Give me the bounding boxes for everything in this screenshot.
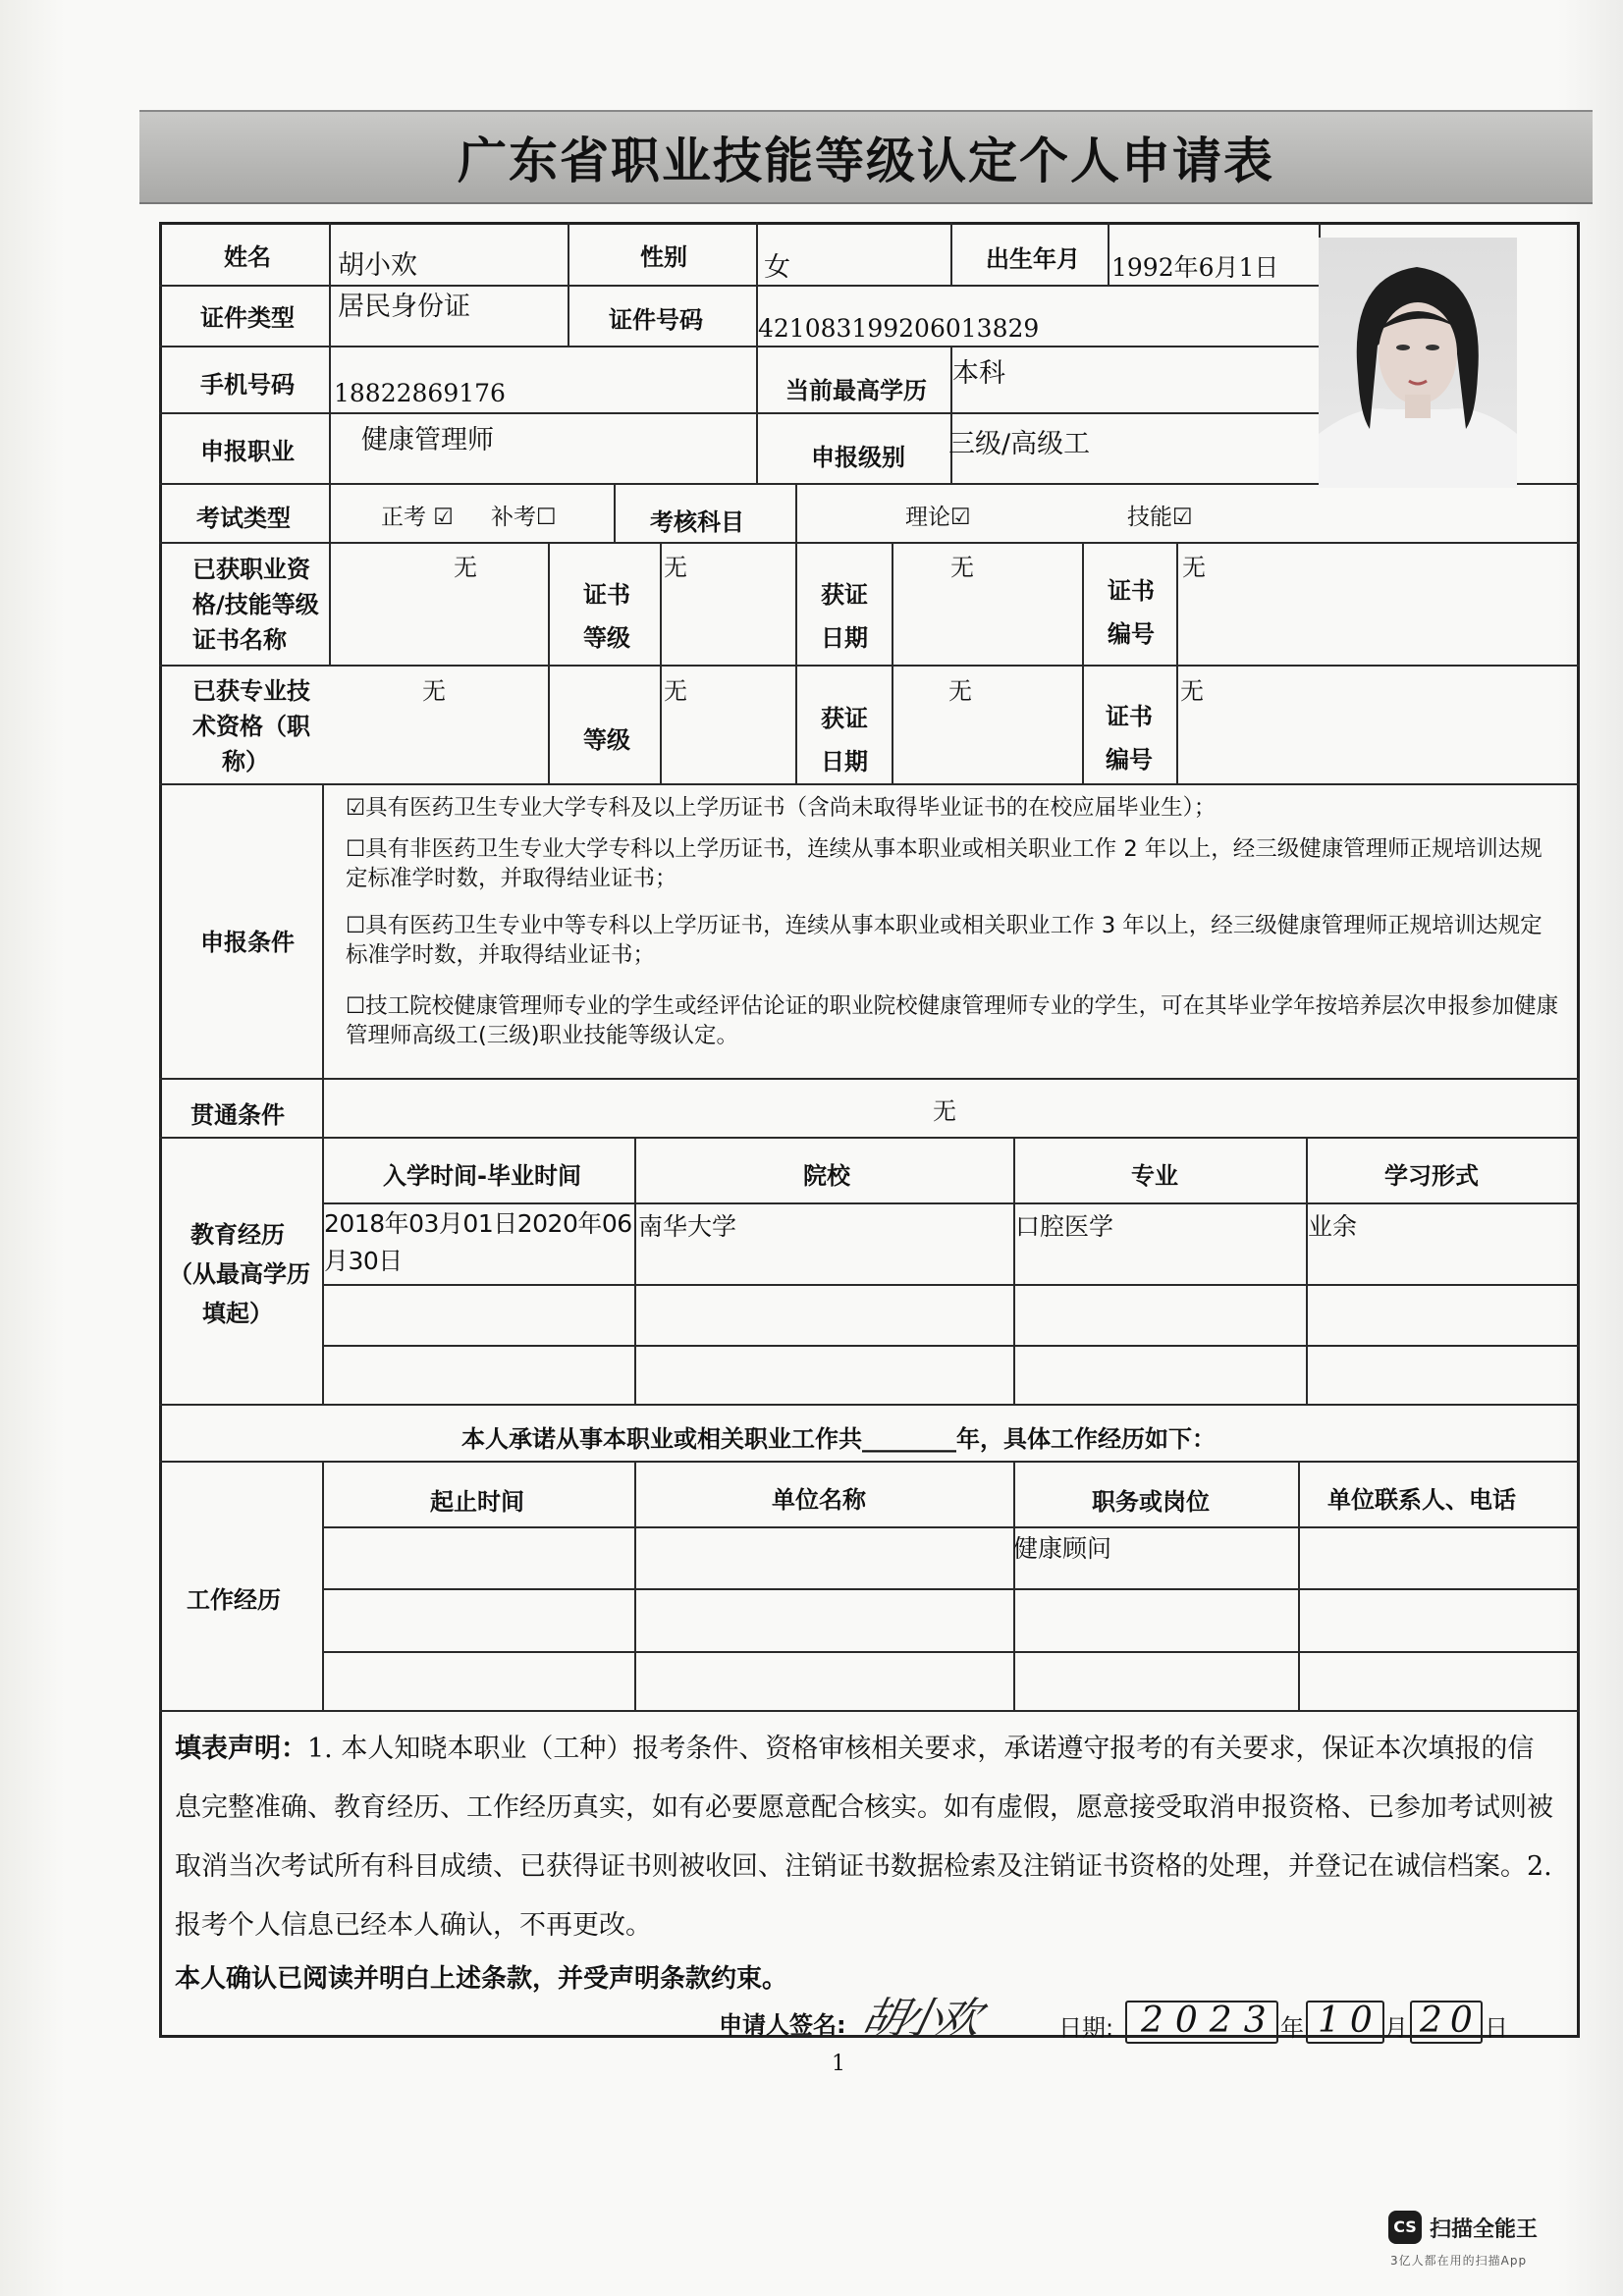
col-line — [322, 1461, 324, 1710]
value-cert-level: 无 — [664, 554, 687, 581]
label-title-level: 等级 — [583, 726, 630, 754]
work-header-period: 起止时间 — [430, 1488, 524, 1516]
row-line — [322, 1526, 1580, 1528]
row-line — [159, 1137, 1580, 1139]
work-row-1-position: 健康顾问 — [1013, 1534, 1112, 1563]
value-id-type: 居民身份证 — [338, 292, 470, 322]
label-cert-date: 获证 日期 — [821, 581, 868, 652]
value-title-level: 无 — [664, 677, 687, 705]
row-line — [159, 412, 1321, 414]
label-id-number: 证件号码 — [609, 306, 703, 334]
label-gender: 性别 — [640, 243, 687, 271]
scanner-logo-icon: CS — [1388, 2211, 1422, 2244]
row-line — [159, 346, 1321, 347]
col-line — [1108, 222, 1109, 285]
col-line — [322, 783, 324, 1078]
value-name: 胡小欢 — [338, 250, 417, 281]
date-year-char: 年 — [1280, 2014, 1304, 2042]
row-line — [159, 1404, 1580, 1406]
row-line — [322, 1345, 1580, 1347]
col-line — [1013, 1461, 1015, 1710]
value-level: 三级/高级工 — [948, 429, 1091, 459]
date-label: 日期: — [1058, 2014, 1114, 2042]
declaration-lead: 填表声明： — [175, 1734, 307, 1764]
label-education: 当前最高学历 — [785, 377, 927, 404]
row-line — [159, 542, 1580, 544]
label-cert-name: 已获职业资 格/技能等级 证书名称 — [192, 556, 319, 654]
date-month-value: 10 — [1318, 2001, 1382, 2041]
row-line — [322, 1588, 1580, 1590]
edu-header-mode: 学习形式 — [1384, 1162, 1479, 1190]
edu-row-1-period: 2018年03月01日2020年06月30日 — [324, 1209, 632, 1275]
date-year-value: 2023 — [1141, 2001, 1278, 2041]
work-header-company: 单位名称 — [772, 1486, 866, 1514]
col-line — [568, 285, 569, 346]
value-birth: 1992年6月1日 — [1111, 253, 1279, 282]
col-line — [950, 222, 952, 285]
col-line — [568, 222, 569, 285]
label-cert-no: 证书 编号 — [1108, 577, 1155, 648]
row-line — [322, 1202, 1580, 1204]
scanner-app-name: 扫描全能王 — [1430, 2217, 1539, 2242]
condition-item-4[interactable]: ☐技工院校健康管理师专业的学生或经评估论证的职业院校健康管理师专业的学生，可在其毕业学年按培养层次申报参加健康管理师高级工(三级)职业技能等级认定。 — [346, 993, 1559, 1048]
col-line — [795, 542, 797, 783]
value-title-date: 无 — [948, 677, 972, 705]
row-line — [322, 1651, 1580, 1653]
label-occupation: 申报职业 — [200, 438, 295, 465]
col-line — [1082, 542, 1084, 783]
date-day-box[interactable] — [1410, 2001, 1483, 2044]
row-line — [159, 665, 1580, 667]
label-through: 贯通条件 — [190, 1101, 285, 1129]
label-conditions: 申报条件 — [200, 929, 295, 956]
date-day-char: 日 — [1485, 2014, 1508, 2042]
col-line — [892, 542, 893, 783]
edu-row-1-mode: 业余 — [1308, 1212, 1358, 1241]
edu-header-school: 院校 — [803, 1162, 850, 1190]
label-name: 姓名 — [224, 243, 271, 271]
col-line — [756, 346, 758, 483]
label-title-name: 已获专业技 术资格（职 称） — [192, 677, 310, 775]
date-day-value: 20 — [1420, 2001, 1481, 2041]
page-number: 1 — [832, 2052, 845, 2076]
label-cert-level: 证书 等级 — [583, 581, 630, 652]
scanner-app-tagline: 3亿人都在用的扫描App — [1390, 2254, 1528, 2268]
label-title-date: 获证 日期 — [821, 705, 868, 775]
sign-label: 申请人签名: — [719, 2011, 846, 2039]
label-title-no: 证书 编号 — [1106, 703, 1153, 774]
col-line — [1176, 542, 1178, 783]
subject-skill-checkbox[interactable]: 技能☑ — [1127, 505, 1193, 530]
label-exam-subject: 考核科目 — [650, 508, 744, 536]
col-line — [329, 222, 331, 666]
declaration-text — [175, 1720, 1559, 1955]
row-line — [159, 1461, 1580, 1463]
declaration-body: 1. 本人知晓本职业（工种）报考条件、资格审核相关要求，承诺遵守报考的有关要求，保证本次填报的信息完整准确、教育经历、工作经历真实，如有必要愿意配合核实。如有虚假，愿意接受取消申报资格、已参加考试则被取消当次考试所有科目成绩、已获得证书则被收回、注销证书数据检索及注销证书资格的处理，并登记在诚信档案。2. 报考个人信息已经本人确认，不再更改。 — [175, 1734, 1553, 1941]
form-title: 广东省职业技能等级认定个人申请表 — [458, 132, 1274, 189]
value-cert-name: 无 — [454, 554, 477, 581]
label-exam-type: 考试类型 — [196, 505, 291, 532]
label-work-history: 工作经历 — [187, 1586, 281, 1614]
label-phone: 手机号码 — [200, 371, 295, 399]
edu-header-major: 专业 — [1131, 1162, 1178, 1190]
value-through: 无 — [933, 1097, 956, 1125]
value-education: 本科 — [952, 358, 1005, 389]
col-line — [756, 222, 758, 285]
col-line — [1013, 1137, 1015, 1404]
date-month-char: 月 — [1384, 2014, 1408, 2042]
value-occupation: 健康管理师 — [361, 425, 494, 455]
row-line — [159, 285, 1321, 287]
exam-makeup-checkbox[interactable]: 补考☐ — [491, 505, 557, 530]
value-title-name: 无 — [422, 677, 446, 705]
label-edu-history: 教育经历 （从最高学历 填起） — [169, 1221, 310, 1327]
label-birth: 出生年月 — [986, 245, 1080, 273]
value-cert-date: 无 — [950, 554, 974, 581]
col-line — [634, 1461, 636, 1710]
subject-theory-checkbox[interactable]: 理论☑ — [905, 505, 971, 530]
condition-item-3[interactable]: ☐具有医药卫生专业中等专科以上学历证书，连续从事本职业或相关职业工作 3 年以上，经三级健康管理师正规培训达规定标准学时数，并取得结业证书； — [346, 913, 1542, 968]
row-line — [322, 1284, 1580, 1286]
value-phone: 18822869176 — [334, 379, 506, 407]
edu-row-1-school: 南华大学 — [638, 1212, 737, 1241]
scanner-watermark — [1388, 2211, 1585, 2279]
condition-item-2[interactable]: ☐具有非医药卫生专业大学专科以上学历证书，连续从事本职业或相关职业工作 2 年以上，经三级健康管理师正规培训达规定标准学时数，并取得结业证书； — [346, 836, 1542, 891]
applicant-photo — [1319, 238, 1517, 488]
work-header-contact: 单位联系人、电话 — [1327, 1486, 1516, 1514]
title-bar — [139, 110, 1593, 204]
row-line — [159, 1078, 1580, 1080]
condition-item-1[interactable]: ☑具有医药卫生专业大学专科及以上学历证书（含尚未取得毕业证书的在校应届毕业生）； — [346, 795, 1217, 821]
col-line — [1298, 1461, 1300, 1710]
label-level: 申报级别 — [811, 444, 905, 471]
work-header-position: 职务或岗位 — [1092, 1488, 1210, 1516]
work-commitment: 本人承诺从事本职业或相关职业工作共________年，具体工作经历如下： — [461, 1425, 1216, 1453]
col-line — [660, 542, 662, 783]
exam-regular-checkbox[interactable]: 正考 ☑ — [381, 505, 454, 530]
col-line — [1306, 1137, 1308, 1404]
col-line — [795, 483, 797, 542]
value-title-no: 无 — [1180, 677, 1204, 705]
col-line — [614, 483, 616, 542]
value-cert-no: 无 — [1182, 554, 1206, 581]
applicant-signature: 胡小欢 — [857, 1994, 981, 2044]
col-line — [548, 542, 550, 783]
value-gender: 女 — [764, 252, 790, 283]
row-line — [159, 1710, 1580, 1712]
declaration-confirm: 本人确认已阅读并明白上述条款，并受声明条款约束。 — [175, 1964, 788, 1994]
label-id-type: 证件类型 — [200, 304, 295, 332]
edu-row-1-major: 口腔医学 — [1015, 1212, 1114, 1241]
col-line — [322, 1078, 324, 1137]
row-line — [159, 783, 1580, 785]
col-line — [634, 1137, 636, 1404]
value-id-number: 421083199206013829 — [758, 314, 1040, 343]
date-month-box[interactable] — [1306, 2001, 1384, 2044]
edu-header-period: 入学时间-毕业时间 — [383, 1162, 581, 1190]
date-year-box[interactable] — [1125, 2001, 1278, 2044]
